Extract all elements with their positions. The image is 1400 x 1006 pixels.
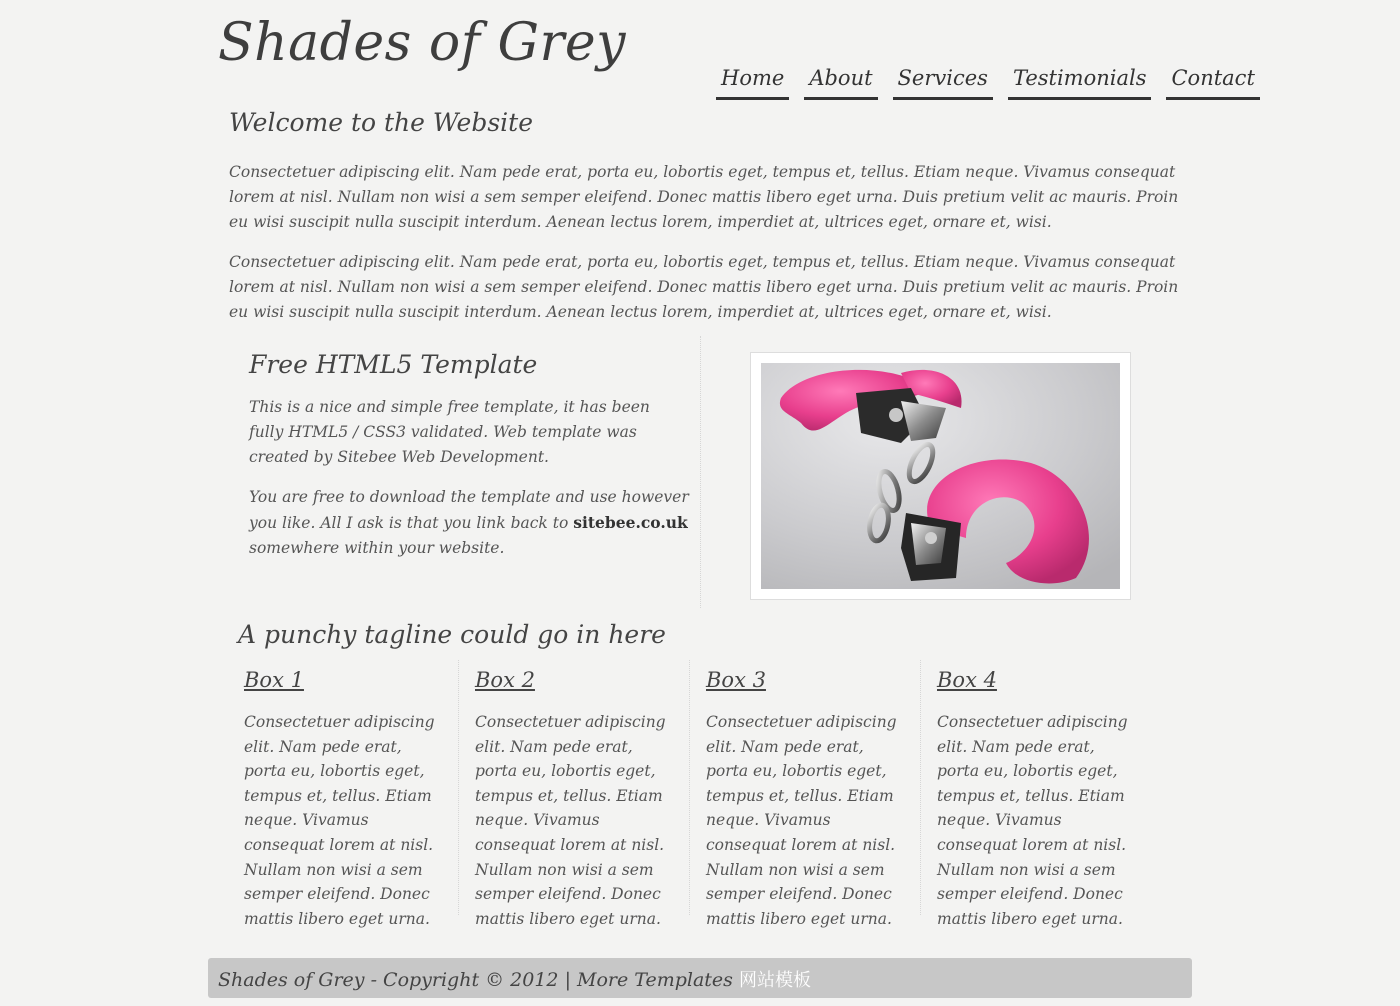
main-nav (716, 66, 1260, 100)
nav-about[interactable]: About (804, 66, 877, 100)
intro-text (229, 160, 1179, 340)
box-1 (228, 660, 459, 928)
boxes-row (228, 660, 1153, 928)
tagline: A punchy tagline could go in here (238, 620, 666, 649)
intro-paragraph-2: Consectetuer adipiscing elit. Nam pede erat, porta eu, lobortis eget, tempus et, tellus. Etiam neque. Vivamus consequat lorem at nisl. Nullam non wisi a sem semper eleifend. Donec mattis libero eget urna. Duis pretium velit ac mauris. Proin eu wisi suscipit nulla suscipit interdum. Aenean lectus lorem, imperdiet at, ultrices eget, ornare et, wisi. (229, 253, 1179, 321)
box-1-text: Consectetuer adipiscing elit. Nam pede erat, porta eu, lobortis eget, tempus et, tellus. Etiam neque. Vivamus consequat lorem at nisl. Nullam non wisi a sem semper eleifend. Donec mattis libero eget urna. (244, 713, 435, 928)
feature-section (249, 350, 689, 576)
box-2 (459, 660, 690, 928)
footer-templates-link[interactable]: 网站模板 (738, 970, 811, 991)
feature-p2-before: You are free to download the template and use however you like. All I ask is that you link back to (249, 488, 689, 532)
box-1-title[interactable]: Box 1 (244, 668, 304, 692)
welcome-heading: Welcome to the Website (229, 108, 534, 137)
nav-contact[interactable]: Contact (1166, 66, 1259, 100)
feature-heading: Free HTML5 Template (249, 350, 538, 379)
sitebee-link[interactable]: sitebee.co.uk (573, 513, 688, 532)
site-logo[interactable]: Shades of Grey (218, 13, 627, 73)
footer (208, 958, 1192, 998)
nav-home[interactable]: Home (716, 66, 789, 100)
footer-copyright: Shades of Grey - Copyright © 2012 | More Templates (218, 969, 739, 991)
box-4-title[interactable]: Box 4 (937, 668, 997, 692)
box-3-title[interactable]: Box 3 (706, 668, 766, 692)
box-2-title[interactable]: Box 2 (475, 668, 535, 692)
pink-fur-handcuffs-photo (761, 363, 1120, 589)
box-3 (690, 660, 921, 928)
feature-image-frame (750, 352, 1131, 600)
box-4-text: Consectetuer adipiscing elit. Nam pede erat, porta eu, lobortis eget, tempus et, tellus. Etiam neque. Vivamus consequat lorem at nisl. Nullam non wisi a sem semper eleifend. Donec mattis libero eget urna. (937, 713, 1128, 928)
intro-paragraph-1: Consectetuer adipiscing elit. Nam pede erat, porta eu, lobortis eget, tempus et, tellus. Etiam neque. Vivamus consequat lorem at nisl. Nullam non wisi a sem semper eleifend. Donec mattis libero eget urna. Duis pretium velit ac mauris. Proin eu wisi suscipit nulla suscipit interdum. Aenean lectus lorem, imperdiet at, ultrices eget, ornare et, wisi. (229, 163, 1179, 231)
box-4 (921, 660, 1152, 928)
feature-paragraph-2 (249, 485, 689, 561)
box-3-text: Consectetuer adipiscing elit. Nam pede erat, porta eu, lobortis eget, tempus et, tellus. Etiam neque. Vivamus consequat lorem at nisl. Nullam non wisi a sem semper eleifend. Donec mattis libero eget urna. (706, 713, 897, 928)
feature-divider (700, 336, 701, 608)
feature-paragraph-1: This is a nice and simple free template, it has been fully HTML5 / CSS3 validated. Web template was created by Sitebee Web Development. (249, 398, 650, 466)
nav-services[interactable]: Services (893, 66, 993, 100)
nav-testimonials[interactable]: Testimonials (1008, 66, 1152, 100)
feature-p2-after: somewhere within your website. (249, 539, 505, 557)
handcuffs-illustration (761, 363, 1120, 589)
box-2-text: Consectetuer adipiscing elit. Nam pede erat, porta eu, lobortis eget, tempus et, tellus. Etiam neque. Vivamus consequat lorem at nisl. Nullam non wisi a sem semper eleifend. Donec mattis libero eget urna. (475, 713, 666, 928)
